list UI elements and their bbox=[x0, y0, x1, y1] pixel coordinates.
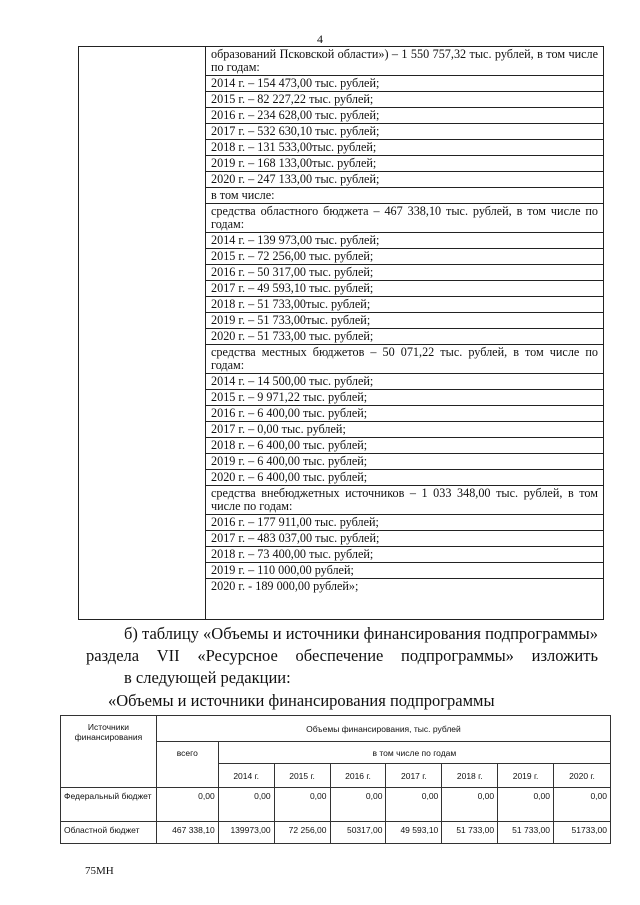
row-value: 0,00 bbox=[498, 788, 554, 822]
row-value: 0,00 bbox=[330, 788, 386, 822]
header-year: 2018 г. bbox=[442, 764, 498, 788]
row-value: 51 733,00 bbox=[442, 822, 498, 844]
header-year: 2014 г. bbox=[218, 764, 274, 788]
paragraph-b bbox=[86, 623, 598, 689]
paragraph-b-line: в следующей редакции: bbox=[124, 668, 291, 687]
text-line: 2016 г. – 6 400,00 тыс. рублей; bbox=[206, 406, 603, 422]
row-value: 51 733,00 bbox=[498, 822, 554, 844]
text-line: 2017 г. – 0,00 тыс. рублей; bbox=[206, 422, 603, 438]
text-line: 2015 г. – 72 256,00 тыс. рублей; bbox=[206, 249, 603, 265]
text-line: 2018 г. – 73 400,00 тыс. рублей; bbox=[206, 547, 603, 563]
table-right-column bbox=[206, 47, 603, 619]
row-value: 50317,00 bbox=[330, 822, 386, 844]
text-line: в том числе: bbox=[206, 188, 603, 204]
text-line: 2018 г. – 6 400,00 тыс. рублей; bbox=[206, 438, 603, 454]
text-line: образований Псковской области») – 1 550 757,32 тыс. рублей, в том числе по годам: bbox=[206, 47, 603, 76]
page-number: 4 bbox=[317, 32, 323, 46]
text-line: 2018 г. – 131 533,00тыс. рублей; bbox=[206, 140, 603, 156]
table-row bbox=[61, 822, 611, 844]
row-value: 0,00 bbox=[218, 788, 274, 822]
text-line: 2019 г. – 110 000,00 рублей; bbox=[206, 563, 603, 579]
row-source: Областной бюджет bbox=[61, 822, 157, 844]
paragraph-b-line: б) таблицу «Объемы и источники финансирования подпрограммы» bbox=[124, 624, 598, 643]
text-line: 2017 г. – 532 630,10 тыс. рублей; bbox=[206, 124, 603, 140]
table-row bbox=[61, 788, 611, 822]
row-value: 49 593,10 bbox=[386, 822, 442, 844]
header-total: всего bbox=[156, 742, 218, 788]
row-total: 467 338,10 bbox=[156, 822, 218, 844]
footer-code: 75МН bbox=[85, 865, 114, 877]
text-line: 2014 г. – 14 500,00 тыс. рублей; bbox=[206, 374, 603, 390]
text-line: 2016 г. – 234 628,00 тыс. рублей; bbox=[206, 108, 603, 124]
header-year: 2015 г. bbox=[274, 764, 330, 788]
text-line: 2020 г. – 247 133,00 тыс. рублей; bbox=[206, 172, 603, 188]
text-line: 2016 г. – 50 317,00 тыс. рублей; bbox=[206, 265, 603, 281]
text-line: 2020 г. – 6 400,00 тыс. рублей; bbox=[206, 470, 603, 486]
row-source: Федеральный бюджет bbox=[61, 788, 157, 822]
text-line: средства областного бюджета – 467 338,10 тыс. рублей, в том числе по годам: bbox=[206, 204, 603, 233]
row-value: 139973,00 bbox=[218, 822, 274, 844]
header-year: 2017 г. bbox=[386, 764, 442, 788]
paragraph-b-line: раздела VII «Ресурсное обеспечение подпрограммы» изложить bbox=[86, 646, 598, 665]
header-by-years: в том числе по годам bbox=[218, 742, 610, 764]
financing-table bbox=[60, 715, 611, 844]
text-line: 2014 г. – 139 973,00 тыс. рублей; bbox=[206, 233, 603, 249]
text-line: 2017 г. – 483 037,00 тыс. рублей; bbox=[206, 531, 603, 547]
header-year: 2016 г. bbox=[330, 764, 386, 788]
text-line: 2017 г. – 49 593,10 тыс. рублей; bbox=[206, 281, 603, 297]
row-total: 0,00 bbox=[156, 788, 218, 822]
table-left-column bbox=[79, 47, 206, 619]
financing-continuation-table bbox=[78, 46, 604, 620]
text-line: 2019 г. – 6 400,00 тыс. рублей; bbox=[206, 454, 603, 470]
row-value: 51733,00 bbox=[554, 822, 611, 844]
text-line: 2014 г. – 154 473,00 тыс. рублей; bbox=[206, 76, 603, 92]
text-line: 2020 г. – 51 733,00 тыс. рублей; bbox=[206, 329, 603, 345]
text-line: 2015 г. – 9 971,22 тыс. рублей; bbox=[206, 390, 603, 406]
text-line: 2016 г. – 177 911,00 тыс. рублей; bbox=[206, 515, 603, 531]
row-value: 72 256,00 bbox=[274, 822, 330, 844]
text-line: 2019 г. – 51 733,00тыс. рублей; bbox=[206, 313, 603, 329]
header-year: 2019 г. bbox=[498, 764, 554, 788]
header-source: Источники финансирования bbox=[61, 716, 157, 788]
table-title: «Объемы и источники финансирования подпрограммы bbox=[108, 691, 495, 710]
text-line: 2018 г. – 51 733,00тыс. рублей; bbox=[206, 297, 603, 313]
header-year: 2020 г. bbox=[554, 764, 611, 788]
row-value: 0,00 bbox=[554, 788, 611, 822]
text-line: средства внебюджетных источников – 1 033 348,00 тыс. рублей, в том числе по годам: bbox=[206, 486, 603, 515]
text-line: 2020 г. - 189 000,00 рублей»; bbox=[211, 579, 359, 593]
text-line: 2015 г. – 82 227,22 тыс. рублей; bbox=[206, 92, 603, 108]
text-line: 2019 г. – 168 133,00тыс. рублей; bbox=[206, 156, 603, 172]
text-line: средства местных бюджетов – 50 071,22 тыс. рублей, в том числе по годам: bbox=[206, 345, 603, 374]
header-volumes: Объемы финансирования, тыс. рублей bbox=[156, 716, 610, 742]
row-value: 0,00 bbox=[442, 788, 498, 822]
row-value: 0,00 bbox=[274, 788, 330, 822]
row-value: 0,00 bbox=[386, 788, 442, 822]
